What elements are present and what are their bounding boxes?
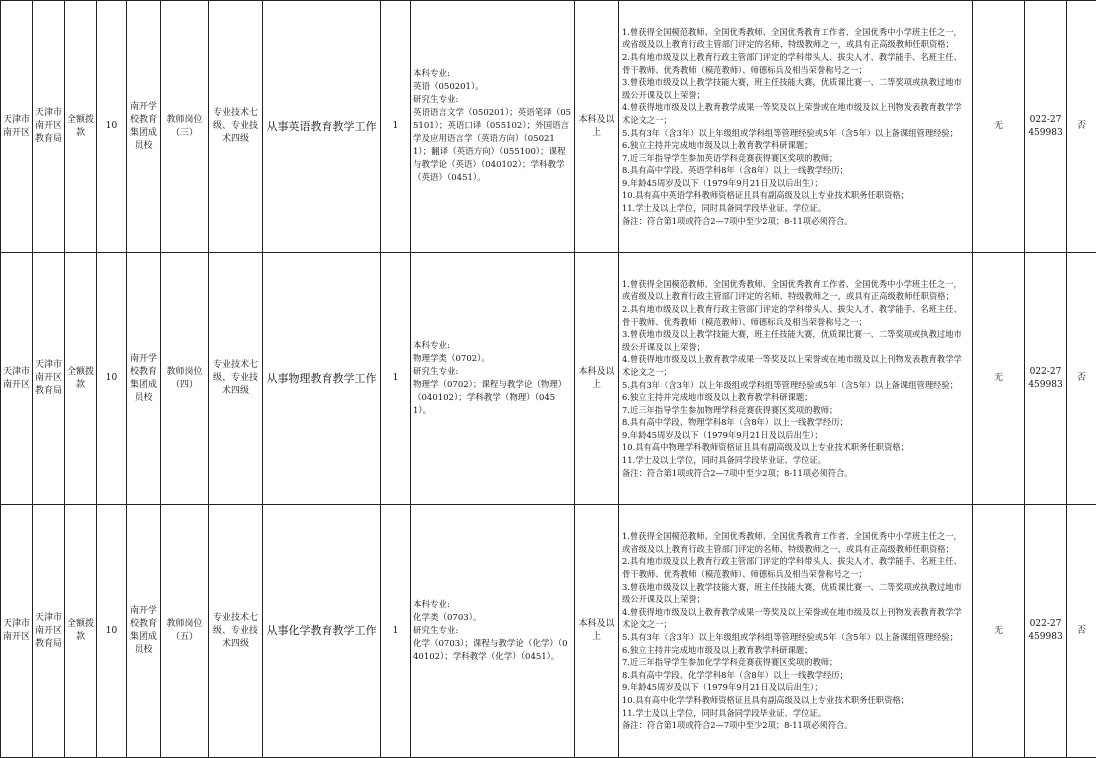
requirement-line: 5.具有3年（含3年）以上年级组或学科组等管理经验或5年（含5年）以上备课组管理经验；	[622, 379, 969, 392]
other-cell: 无	[973, 505, 1025, 758]
table-row	[1, 1, 1096, 253]
requirement-line: 备注：符合第1项或符合2—7项中至少2项；8-11项必须符合。	[622, 467, 969, 480]
requirement-line: 5.具有3年（含3年）以上年级组或学科组等管理经验或5年（含5年）以上备课组管理经验；	[622, 127, 969, 140]
major-line: 物理学（0702）；课程与教学论（物理）（040102）；学科教学（物理）（0451）。	[413, 379, 572, 418]
major-cell	[411, 253, 575, 505]
major-cell	[411, 1, 575, 253]
requirements-cell	[619, 505, 973, 758]
district-cell: 天津市南开区	[1, 1, 33, 253]
unit-code-cell: 10	[97, 505, 127, 758]
funding-cell: 全额拨款	[65, 1, 97, 253]
requirement-line: 8.具有高中学段、物理学科8年（含8年）以上一线教学经历；	[622, 416, 969, 429]
job-desc-cell: 从事英语教育教学工作	[263, 1, 381, 253]
requirement-line: 3.曾获地市级及以上教学技能大赛，班主任技能大赛，优质课比赛一、二等奖项或执教过地市级公开课及以上荣誉；	[622, 328, 969, 353]
requirement-line: 7.近三年指导学生参加化学学科竞赛获得赛区奖项的教师；	[622, 656, 969, 669]
level-cell: 专业技术七级、专业技术四级	[209, 1, 263, 253]
education-cell: 本科及以上	[575, 505, 619, 758]
major-line: 化学类（0703）。	[413, 612, 572, 625]
requirement-line: 6.独立主持并完成地市级及以上教育教学科研课题；	[622, 644, 969, 657]
count-cell: 1	[381, 1, 411, 253]
requirement-line: 8.具有高中学段、化学学科8年（含8年）以上一线教学经历；	[622, 669, 969, 682]
requirement-line: 2.具有地市级及以上教育行政主管部门评定的学科带头人、拔尖人才、教学能手、名班主任、骨干教师、优秀教师（模范教师）、师德标兵及相当荣誉称号之一；	[622, 303, 969, 328]
major-line: 本科专业:	[413, 68, 572, 81]
requirement-line: 2.具有地市级及以上教育行政主管部门评定的学科带头人、拔尖人才、教学能手、名班主任、骨干教师、优秀教师（模范教师）、师德标兵及相当荣誉称号之一；	[622, 555, 969, 580]
post-cell: 教师岗位（四）	[161, 253, 209, 505]
requirement-line: 11.学士及以上学位，同时具备同学段毕业证、学位证。	[622, 454, 969, 467]
funding-cell: 全额拨款	[65, 253, 97, 505]
department-cell: 天津市南开区教育局	[33, 253, 65, 505]
requirement-line: 1.曾获得全国模范教师、全国优秀教师、全国优秀教育工作者、全国优秀中小学班主任之一，或省级及以上教育行政主管部门评定的名师、特级教师之一，或具有正高级教师任职资格；	[622, 530, 969, 555]
final-cell: 否	[1067, 1, 1096, 253]
requirement-line: 7.近三年指导学生参加英语学科竞赛获得赛区奖项的教师；	[622, 152, 969, 165]
department-cell: 天津市南开区教育局	[33, 505, 65, 758]
district-cell: 天津市南开区	[1, 505, 33, 758]
requirements-cell	[619, 253, 973, 505]
requirement-line: 9.年龄45周岁及以下（1979年9月21日及以后出生）；	[622, 429, 969, 442]
count-cell: 1	[381, 253, 411, 505]
level-cell: 专业技术七级、专业技术四级	[209, 505, 263, 758]
school-cell: 南开学校教育集团成员校	[127, 1, 161, 253]
requirement-line: 11.学士及以上学位，同时具备同学段毕业证、学位证。	[622, 707, 969, 720]
requirement-line: 6.独立主持并完成地市级及以上教育教学科研课题；	[622, 139, 969, 152]
requirement-line: 8.具有高中学段、英语学科8年（含8年）以上一线教学经历；	[622, 164, 969, 177]
major-cell	[411, 505, 575, 758]
other-cell: 无	[973, 253, 1025, 505]
requirement-line: 3.曾获地市级及以上教学技能大赛，班主任技能大赛，优质课比赛一、二等奖项或执教过地市级公开课及以上荣誉；	[622, 581, 969, 606]
count-cell: 1	[381, 505, 411, 758]
requirement-line: 11.学士及以上学位，同时具备同学段毕业证、学位证。	[622, 202, 969, 215]
funding-cell: 全额拨款	[65, 505, 97, 758]
requirement-line: 4.曾获得地市级及以上教育教学成果一等奖及以上荣誉或在地市级及以上刊物发表教育教学学术论文之一；	[622, 606, 969, 631]
major-line: 物理学类（0702）。	[413, 353, 572, 366]
school-cell: 南开学校教育集团成员校	[127, 253, 161, 505]
job-desc-cell: 从事化学教育教学工作	[263, 505, 381, 758]
phone-cell: 022-27459983	[1025, 1, 1067, 253]
requirements-cell	[619, 1, 973, 253]
table-row	[1, 505, 1096, 758]
major-line: 本科专业:	[413, 340, 572, 353]
education-cell: 本科及以上	[575, 1, 619, 253]
major-line: 英语（050201）。	[413, 81, 572, 94]
level-cell: 专业技术七级、专业技术四级	[209, 253, 263, 505]
major-line: 英语语言文学（050201）；英语笔译（055101）；英语口译（055102）；外国语言学及应用语言学（英语方向）（050211）；翻译（英语方向）（055100）；课程与教学论（英语）（040102）；学科教学（英语）（0451）。	[413, 107, 572, 185]
table-body	[1, 1, 1096, 758]
requirement-line: 4.曾获得地市级及以上教育教学成果一等奖及以上荣誉或在地市级及以上刊物发表教育教学学术论文之一；	[622, 353, 969, 378]
phone-cell: 022-27459983	[1025, 505, 1067, 758]
post-cell: 教师岗位（三）	[161, 1, 209, 253]
requirement-line: 3.曾获地市级及以上教学技能大赛，班主任技能大赛，优质课比赛一、二等奖项或执教过地市级公开课及以上荣誉；	[622, 76, 969, 101]
major-line: 研究生专业:	[413, 366, 572, 379]
requirement-line: 10.具有高中英语学科教师资格证且具有副高级及以上专业技术职务任职资格；	[622, 189, 969, 202]
final-cell: 否	[1067, 253, 1096, 505]
requirement-line: 1.曾获得全国模范教师、全国优秀教师、全国优秀教育工作者、全国优秀中小学班主任之一，或省级及以上教育行政主管部门评定的名师、特级教师之一，或具有正高级教师任职资格；	[622, 26, 969, 51]
major-line: 本科专业:	[413, 599, 572, 612]
requirement-line: 9.年龄45周岁及以下（1979年9月21日及以后出生）；	[622, 681, 969, 694]
requirement-line: 6.独立主持并完成地市级及以上教育教学科研课题；	[622, 391, 969, 404]
table-row	[1, 253, 1096, 505]
requirement-line: 4.曾获得地市级及以上教育教学成果一等奖及以上荣誉或在地市级及以上刊物发表教育教学学术论文之一；	[622, 101, 969, 126]
district-cell: 天津市南开区	[1, 253, 33, 505]
unit-code-cell: 10	[97, 253, 127, 505]
job-desc-cell: 从事物理教育教学工作	[263, 253, 381, 505]
school-cell: 南开学校教育集团成员校	[127, 505, 161, 758]
requirement-line: 7.近三年指导学生参加物理学科竞赛获得赛区奖项的教师；	[622, 404, 969, 417]
education-cell: 本科及以上	[575, 253, 619, 505]
requirement-line: 10.具有高中化学学科教师资格证且具有副高级及以上专业技术职务任职资格；	[622, 694, 969, 707]
unit-code-cell: 10	[97, 1, 127, 253]
post-cell: 教师岗位（五）	[161, 505, 209, 758]
requirement-line: 9.年龄45周岁及以下（1979年9月21日及以后出生）；	[622, 177, 969, 190]
phone-cell: 022-27459983	[1025, 253, 1067, 505]
major-line: 研究生专业:	[413, 625, 572, 638]
requirement-line: 备注：符合第1项或符合2—7项中至少2项；8-11项必须符合。	[622, 719, 969, 732]
requirement-line: 1.曾获得全国模范教师、全国优秀教师、全国优秀教育工作者、全国优秀中小学班主任之一，或省级及以上教育行政主管部门评定的名师、特级教师之一，或具有正高级教师任职资格；	[622, 278, 969, 303]
requirement-line: 备注：符合第1项或符合2—7项中至少2项；8-11项必须符合。	[622, 215, 969, 228]
requirement-line: 2.具有地市级及以上教育行政主管部门评定的学科带头人、拔尖人才、教学能手、名班主任、骨干教师、优秀教师（模范教师）、师德标兵及相当荣誉称号之一；	[622, 51, 969, 76]
other-cell: 无	[973, 1, 1025, 253]
major-line: 研究生专业:	[413, 94, 572, 107]
requirement-line: 10.具有高中物理学科教师资格证且具有副高级及以上专业技术职务任职资格；	[622, 441, 969, 454]
major-line: 化学（0703）；课程与教学论（化学）（040102）；学科教学（化学）（0451）。	[413, 638, 572, 664]
department-cell: 天津市南开区教育局	[33, 1, 65, 253]
requirement-line: 5.具有3年（含3年）以上年级组或学科组等管理经验或5年（含5年）以上备课组管理经验；	[622, 631, 969, 644]
final-cell: 否	[1067, 505, 1096, 758]
